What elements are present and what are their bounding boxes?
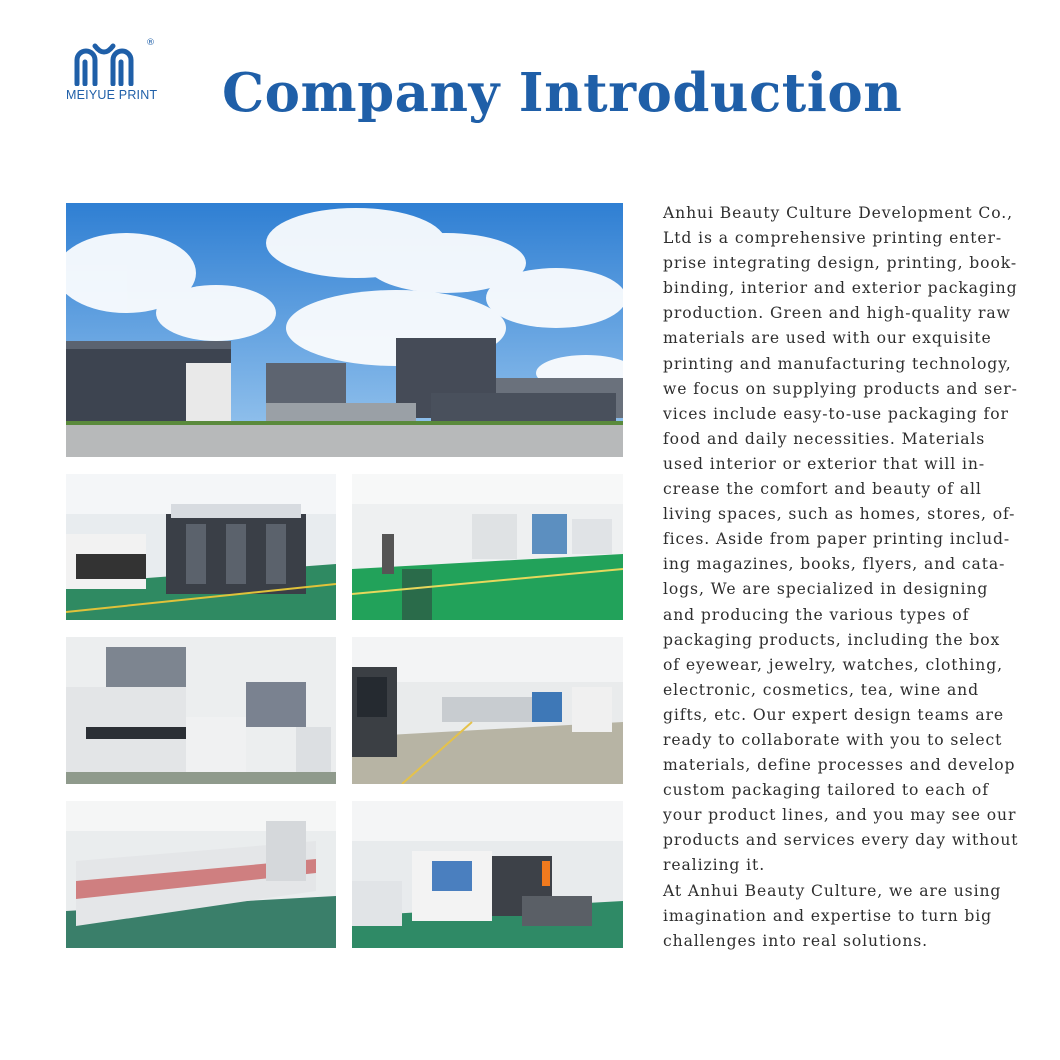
description-line: Anhui Beauty Culture Development Co.,	[663, 204, 1013, 222]
brand-name: MEIYUE PRINT	[66, 88, 158, 102]
description-line: Ltd is a comprehensive printing enter-	[663, 229, 1003, 248]
description-line: ready to collaborate with you to select	[663, 730, 1003, 749]
cutting-machine-photo	[66, 637, 336, 784]
registered-mark: ®	[146, 38, 155, 48]
description-line: gifts, etc. Our expert design teams are	[663, 705, 1005, 724]
description-line: fices. Aside from paper printing includ-	[663, 530, 1011, 549]
description-line: printing and manufacturing technology,	[663, 354, 1012, 373]
brand-logo	[66, 40, 162, 106]
description-line: binding, interior and exterior packaging	[663, 279, 1018, 298]
description-line: materials are used with our exquisite	[663, 329, 992, 348]
production-hall-photo	[352, 637, 623, 784]
description-line: custom packaging tailored to each of	[663, 781, 989, 800]
description-line: vices include easy-to-use packaging for	[663, 404, 1009, 423]
description-line: packaging products, including the box	[663, 630, 1001, 649]
description-line: ing magazines, books, flyers, and cata-	[663, 555, 1006, 574]
description-line: production. Green and high-quality raw	[663, 304, 1011, 323]
company-description	[663, 201, 1019, 954]
description-line: prise integrating design, printing, book-	[663, 254, 1018, 273]
die-cutting-photo	[352, 801, 623, 948]
description-line: realizing it.	[663, 856, 766, 875]
description-line: imagination and expertise to turn big	[663, 906, 993, 925]
description-line: crease the comfort and beauty of all	[663, 480, 982, 499]
printing-press-photo	[66, 474, 336, 620]
description-line: your product lines, and you may see our	[663, 806, 1017, 825]
mm-arch-logo-icon	[72, 40, 144, 86]
description-line: and producing the various types of	[663, 605, 970, 624]
description-line: electronic, cosmetics, tea, wine and	[663, 680, 979, 699]
description-line: materials, define processes and develop	[663, 756, 1016, 775]
description-line: food and daily necessities. Materials	[663, 429, 986, 448]
workshop-photo	[352, 474, 623, 620]
description-line: challenges into real solutions.	[663, 931, 929, 950]
description-line: we focus on supplying products and ser-	[663, 379, 1018, 398]
description-line: At Anhui Beauty Culture, we are using	[663, 881, 1002, 900]
page-title: Company Introduction	[222, 62, 903, 124]
description-line: living spaces, such as homes, stores, of-	[663, 505, 1016, 524]
description-line: of eyewear, jewelry, watches, clothing,	[663, 655, 1003, 674]
description-line: used interior or exterior that will in-	[663, 454, 986, 473]
factory-exterior-photo	[66, 203, 623, 457]
description-line: logs, We are specialized in designing	[663, 580, 989, 599]
folder-gluer-photo	[66, 801, 336, 948]
description-line: products and services every day without	[663, 831, 1019, 850]
